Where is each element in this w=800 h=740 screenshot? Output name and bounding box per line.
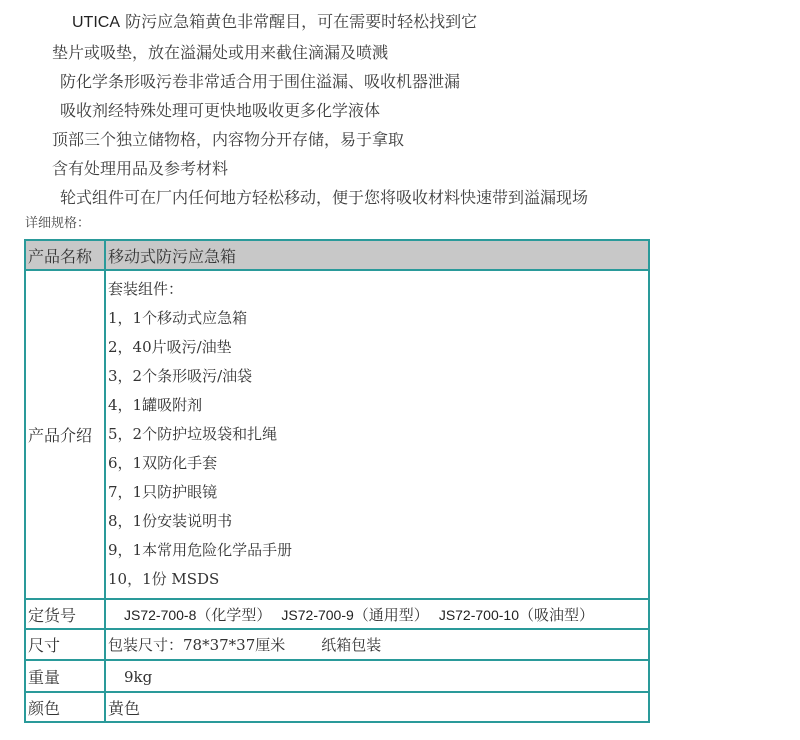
color-label: 颜色	[25, 692, 105, 722]
order-number-label: 定货号	[25, 599, 105, 629]
component-item: 4，1罐吸附剂	[108, 396, 203, 414]
color-row	[25, 692, 649, 722]
size-row	[25, 629, 649, 660]
feature-line-2: 垫片或吸垫，放在溢漏处或用来截住滴漏及喷溅	[52, 43, 389, 62]
size-value-cell	[105, 629, 649, 660]
feature-line-6: 含有处理用品及参考材料	[52, 159, 229, 178]
order-number-row	[25, 599, 649, 629]
component-item: 8，1份安装说明书	[108, 512, 233, 530]
feature-line-7: 轮式组件可在厂内任何地方轻松移动，便于您将吸收材料快速带到溢漏现场	[60, 188, 589, 207]
spec-table	[24, 239, 650, 723]
product-name-label: 产品名称	[25, 240, 105, 270]
order-model-3: JS72-700-10	[438, 606, 519, 623]
component-item: 10，1份 MSDS	[108, 570, 220, 588]
components-title: 套装组件：	[108, 280, 184, 298]
order-model-2: JS72-700-9	[281, 606, 354, 623]
product-name-value: 移动式防污应急箱	[105, 240, 649, 270]
component-item: 3，2个条形吸污/油袋	[108, 367, 253, 385]
order-model-1: JS72-700-8	[124, 606, 197, 623]
component-item: 1，1个移动式应急箱	[108, 309, 248, 327]
component-item: 7，1只防护眼镜	[108, 483, 218, 501]
component-item: 9，1本常用危险化学品手册	[108, 541, 293, 559]
product-intro-value	[105, 270, 649, 599]
feature-line-5: 顶部三个独立储物格，内容物分开存储，易于拿取	[52, 130, 405, 149]
weight-label: 重量	[25, 660, 105, 692]
color-value: 黄色	[105, 692, 649, 722]
size-value: 包装尺寸：78*37*37厘米	[108, 636, 286, 654]
order-number-value	[105, 599, 649, 629]
feature-line-1-text: 防污应急箱黄色非常醒目，可在需要时轻松找到它	[120, 12, 478, 31]
order-type-2: （通用型）	[353, 605, 429, 624]
product-intro-label: 产品介绍	[25, 270, 105, 599]
component-item: 2，40片吸污/油垫	[108, 338, 232, 356]
weight-row	[25, 660, 649, 692]
feature-line-4: 吸收剂经特殊处理可更快地吸收更多化学液体	[60, 101, 381, 120]
feature-line-3: 防化学条形吸污卷非常适合用于围住溢漏、吸收机器泄漏	[60, 72, 461, 91]
component-item: 6，1双防化手套	[108, 454, 218, 472]
order-type-3: （吸油型）	[518, 605, 594, 624]
brand-name: UTICA	[72, 14, 120, 31]
weight-value: 9kg	[124, 667, 153, 686]
packaging-note: 纸箱包装	[321, 636, 382, 654]
size-label: 尺寸	[25, 629, 105, 660]
product-intro-row	[25, 270, 649, 599]
spec-heading: 详细规格：	[25, 216, 91, 231]
order-type-1: （化学型）	[196, 605, 272, 624]
product-name-row	[25, 240, 649, 270]
feature-line-1	[72, 9, 477, 36]
component-item: 5，2个防护垃圾袋和扎绳	[108, 425, 278, 443]
weight-value-cell	[105, 660, 649, 692]
